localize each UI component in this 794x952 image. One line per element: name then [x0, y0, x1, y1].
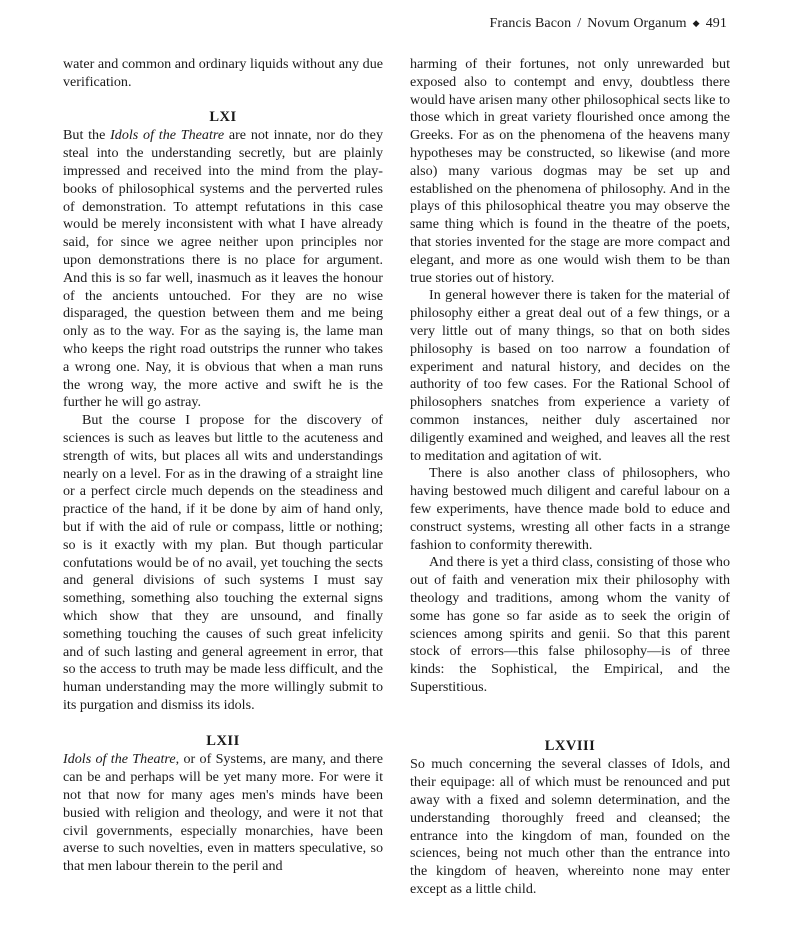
paragraph-lxii-3: There is also another class of philosophers, who having bestowed much diligent and careful labour on a few experiments, have thence made bold to educe and construct systems, wresting all other facts in a strange fashion to conformity therewith. [410, 465, 730, 553]
running-head [489, 16, 727, 32]
running-head-separator: / [577, 16, 582, 31]
paragraph-lxviii-1: So much concerning the several classes of Idols, and their equipage: all of which must be renounced and put away with a fixed and solemn determination, and the understanding thoroughly freed and cleansed; the entrance into the kingdom of man, founded on the sciences, being not much other than the entrance into the kingdom of heaven, whereinto none may enter except as a little child. [410, 756, 730, 898]
paragraph-continuation: harming of their fortunes, not only unrewarded but exposed also to contempt and envy, doubtless there would have arisen many other philosophical sects like to those which in great variety flourished once among the Greeks. For as on the phenomena of the heavens many hypotheses may be constructed, so likewise (and more also) many various dogmas may be set up and established on the phenomena of philosophy. And in the plays of this philosophical theatre you may observe the same thing which is found in the theatre of the poets, that stories invented for the stage are more compact and elegant, and more as one would wish them to be than true stories out of history. [410, 56, 730, 286]
paragraph-lxii-1: Idols of the Theatre, or of Systems, are many, and there can be and perhaps will be yet many more. For were it not that now for many ages men's minds have been busied with religion and theology, and were it not that civil governments, especially monarchies, have been averse to such novelties, even in matters speculative, so that men labour therein to the peril and [63, 751, 383, 875]
right-column [410, 56, 730, 899]
paragraph-lxi-2: But the course I propose for the discovery of sciences is such as leaves but little to the acuteness and strength of wits, but places all wits and understandings nearly on a level. For as in the drawing of a straight line or a perfect circle much depends on the steadiness and practice of the hand, if it be done by aim of hand only, but if with the aid of rule or compass, little or nothing; so is it exactly with my plan. But though particular confutations would be of no avail, yet touching the sects and general divisions of such systems I must say something, something also touching the external signs which show that they are unsound, and finally something touching the causes of such great infelicity and of such lasting and general agreement in error, that so the access to truth may be made less difficult, and the human understanding may the more willingly submit to its purgation and dismiss its idols. [63, 412, 383, 713]
section-heading-lxii: LXII [206, 732, 240, 749]
running-head-work: Novum Organum [587, 16, 687, 31]
paragraph-lxii-4: And there is yet a third class, consisting of those who out of faith and veneration mix their philosophy with theology and traditions, among whom the vanity of some has gone so far aside as to seek the origin of sciences among spirits and genii. So that this parent stock of errors—this false philosophy—is of three kinds: the Sophistical, the Empirical, and the Superstitious. [410, 554, 731, 695]
italic-idols-of-the-theatre: Idols of the Theatre [63, 751, 176, 768]
diamond-icon: ◆ [692, 18, 700, 28]
paragraph-continuation: water and common and ordinary liquids without any due verification. [63, 56, 383, 90]
page-number: 491 [705, 16, 727, 31]
section-heading-lxviii: LXVIII [544, 737, 596, 754]
paragraph-lxii-2: In general however there is taken for the material of philosophy either a great deal out of a few things, or a very little out of many things, so that on both sides philosophy is based on too narrow a foundation of experiment and natural history, and decides on the authority of too few cases. For the Rational School of philosophers snatches from experience a variety of common instances, neither duly ascertained nor diligently examined and weighed, and leaves all the rest to meditation and agitation of wit. [410, 287, 730, 464]
left-column [63, 56, 383, 876]
section-heading-lxi: LXI [209, 108, 237, 125]
paragraph-lxi-1: But the Idols of the Theatre are not innate, nor do they steal into the understanding secretly, but are plainly impressed and received into the mind from the play-books of philosophical systems and the perverted rules of demonstration. To attempt refutations in this case would be merely inconsistent with what I have already said, for since we agree neither upon principles nor upon demonstrations there is no place for argument. And this is so far well, inasmuch as it leaves the honour of the ancients untouched. For they are no wise disparaged, the question between them and me being only as to the way. For as the saying is, the lame man who keeps the right road outstrips the runner who takes a wrong one. Nay, it is obvious that when a man runs the wrong way, the more active and swift he is the further he will go astray. [63, 127, 383, 411]
italic-idols-of-the-theatre: Idols of the Theatre [110, 127, 225, 144]
running-head-author: Francis Bacon [489, 16, 572, 31]
